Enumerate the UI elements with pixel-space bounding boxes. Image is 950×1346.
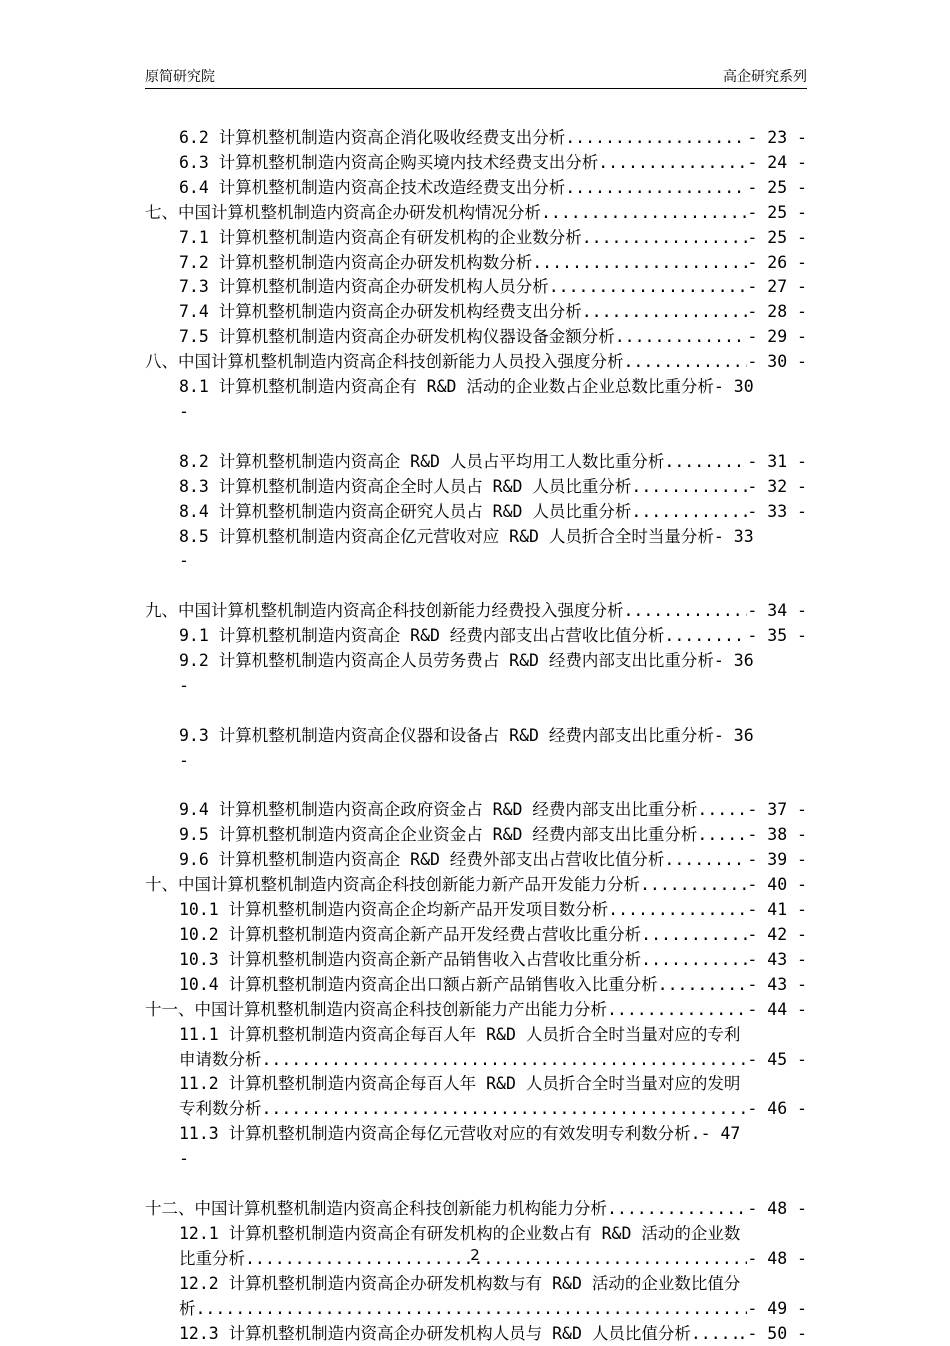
toc-entry[interactable] xyxy=(145,998,807,1023)
toc-entry-title: 11.1 计算机整机制造内资高企每百人年 R&D 人员折合全时当量对应的专利 xyxy=(179,1023,807,1048)
header-left: 原简研究院 xyxy=(145,66,215,86)
toc-leader-dots xyxy=(664,624,747,649)
toc-entry-page-wrap: - xyxy=(179,749,807,774)
toc-entry[interactable] xyxy=(145,176,807,201)
toc-entry-title: 9.3 计算机整机制造内资高企仪器和设备占 R&D 经费内部支出比重分析 xyxy=(179,724,714,749)
toc-entry-page: - 41 - xyxy=(747,898,807,923)
toc-entry-page: - 49 - xyxy=(747,1297,807,1322)
toc-entry[interactable] xyxy=(145,873,807,898)
toc-leader-dots xyxy=(624,599,748,624)
toc-entry[interactable] xyxy=(145,201,807,226)
toc-leader-dots xyxy=(607,1197,747,1222)
toc-entry-title: 7.1 计算机整机制造内资高企有研发机构的企业数分析 xyxy=(179,226,582,251)
toc-entry[interactable] xyxy=(145,649,807,724)
toc-entry-page: - 37 - xyxy=(747,798,807,823)
toc-leader-dots xyxy=(631,475,747,500)
toc-entry-title-continued: 比重分析 xyxy=(179,1247,245,1272)
toc-entry[interactable] xyxy=(145,226,807,251)
toc-leader-dots xyxy=(640,873,747,898)
toc-entry-title: 10.1 计算机整机制造内资高企企均新产品开发项目数分析 xyxy=(179,898,608,923)
toc-entry-title: 11.3 计算机整机制造内资高企每亿元营收对应的有效发明专利数分析. xyxy=(179,1122,701,1147)
toc-entry-page: - 48 - xyxy=(747,1197,807,1222)
toc-entry-title: 7.4 计算机整机制造内资高企办研发机构经费支出分析 xyxy=(179,300,582,325)
toc-leader-dots xyxy=(624,350,748,375)
toc-entry-page: - 43 - xyxy=(747,973,807,998)
toc-entry-page: .- 50 - xyxy=(737,1322,807,1346)
toc-leader-dots xyxy=(664,848,747,873)
toc-entry[interactable] xyxy=(145,350,807,375)
toc-entry-page: - 36 xyxy=(714,724,754,749)
toc-entry[interactable] xyxy=(145,126,807,151)
toc-entry-page: - 32 - xyxy=(747,475,807,500)
toc-entry-title: 9.6 计算机整机制造内资高企 R&D 经费外部支出占营收比值分析 xyxy=(179,848,664,873)
toc-entry-page: - 43 - xyxy=(747,948,807,973)
toc-entry[interactable] xyxy=(145,450,807,475)
toc-leader-dots xyxy=(262,1048,748,1073)
toc-entry-page: - 29 - xyxy=(747,325,807,350)
toc-entry-page-wrap: - xyxy=(179,549,807,574)
toc-leader-dots xyxy=(664,450,747,475)
toc-entry-page-wrap: - xyxy=(179,674,807,699)
toc-entry[interactable] xyxy=(145,300,807,325)
toc-entry[interactable] xyxy=(145,1122,807,1197)
toc-entry-title-continued: 专利数分析 xyxy=(179,1097,262,1122)
toc-entry[interactable] xyxy=(145,848,807,873)
toc-leader-dots xyxy=(641,948,747,973)
toc-entry-page: - 47 xyxy=(701,1122,741,1147)
toc-entry[interactable] xyxy=(145,275,807,300)
toc-entry-spacer xyxy=(179,425,807,450)
toc-entry[interactable] xyxy=(145,599,807,624)
toc-entry-page: - 36 xyxy=(714,649,754,674)
toc-entry-page: - 45 - xyxy=(747,1048,807,1073)
toc-entry-title: 10.3 计算机整机制造内资高企新产品销售收入占营收比重分析 xyxy=(179,948,641,973)
toc-entry-page: - 42 - xyxy=(747,923,807,948)
toc-entry-page: - 48 - xyxy=(747,1247,807,1272)
page-number: 2 xyxy=(0,1246,950,1264)
toc-entry-page: - 25 - xyxy=(747,226,807,251)
toc-entry-title: 八、中国计算机整机制造内资高企科技创新能力人员投入强度分析 xyxy=(145,350,624,375)
toc-entry[interactable] xyxy=(145,1197,807,1222)
toc-entry-page: - 35 - xyxy=(747,624,807,649)
toc-entry-page-wrap: - xyxy=(179,400,807,425)
toc-entry[interactable] xyxy=(145,798,807,823)
toc-entry-page: - 26 - xyxy=(747,251,807,276)
toc-leader-dots xyxy=(541,201,747,226)
toc-leader-dots xyxy=(697,798,747,823)
toc-leader-dots xyxy=(565,176,747,201)
toc-entry-title: 8.1 计算机整机制造内资高企有 R&D 活动的企业数占企业总数比重分析 xyxy=(179,375,714,400)
toc-entry-spacer xyxy=(179,574,807,599)
toc-leader-dots xyxy=(615,325,748,350)
toc-entry-title: 10.2 计算机整机制造内资高企新产品开发经费占营收比重分析 xyxy=(179,923,641,948)
toc-entry-page: - 33 - xyxy=(747,500,807,525)
toc-entry-title: 6.2 计算机整机制造内资高企消化吸收经费支出分析 xyxy=(179,126,565,151)
toc-entry-title: 8.5 计算机整机制造内资高企亿元营收对应 R&D 人员折合全时当量分析 xyxy=(179,525,714,550)
toc-leader-dots xyxy=(582,300,748,325)
toc-entry-title: 10.4 计算机整机制造内资高企出口额占新产品销售收入比重分析 xyxy=(179,973,658,998)
toc-entry-page: - 24 - xyxy=(747,151,807,176)
toc-entry-title: 7.5 计算机整机制造内资高企办研发机构仪器设备金额分析 xyxy=(179,325,615,350)
toc-entry[interactable] xyxy=(145,973,807,998)
toc-entry-page: - 27 - xyxy=(747,275,807,300)
toc-entry-title: 6.4 计算机整机制造内资高企技术改造经费支出分析 xyxy=(179,176,565,201)
toc-entry-page: - 39 - xyxy=(747,848,807,873)
toc-entry-title: 12.3 计算机整机制造内资高企办研发机构人员与 R&D 人员比值分析. xyxy=(179,1322,701,1346)
toc-entry-title: 12.1 计算机整机制造内资高企有研发机构的企业数占有 R&D 活动的企业数 xyxy=(179,1222,807,1247)
toc-entry-page: - 25 - xyxy=(747,201,807,226)
toc-entry-title: 九、中国计算机整机制造内资高企科技创新能力经费投入强度分析 xyxy=(145,599,624,624)
toc-entry[interactable] xyxy=(145,923,807,948)
page-header xyxy=(145,66,807,89)
toc-entry-page: - 23 - xyxy=(747,126,807,151)
toc-entry[interactable] xyxy=(145,1023,807,1073)
toc-entry-page: - 34 - xyxy=(747,599,807,624)
toc-entry[interactable] xyxy=(145,724,807,799)
toc-entry-title: 12.2 计算机整机制造内资高企办研发机构数与有 R&D 活动的企业数比值分 xyxy=(179,1272,807,1297)
toc-leader-dots xyxy=(658,973,748,998)
toc-entry-title: 9.5 计算机整机制造内资高企企业资金占 R&D 经费内部支出比重分析 xyxy=(179,823,697,848)
toc-entry-page: - 40 - xyxy=(747,873,807,898)
toc-leader-dots xyxy=(532,251,747,276)
toc-entry-title: 7.3 计算机整机制造内资高企办研发机构人员分析 xyxy=(179,275,549,300)
toc-entry-title-continued: 申请数分析 xyxy=(179,1048,262,1073)
toc-entry-title: 十、中国计算机整机制造内资高企科技创新能力新产品开发能力分析 xyxy=(145,873,640,898)
toc-leader-dots xyxy=(701,1322,738,1346)
toc-entry-page: - 31 - xyxy=(747,450,807,475)
toc-leader-dots xyxy=(598,151,747,176)
toc-entry-title: 8.4 计算机整机制造内资高企研究人员占 R&D 人员比重分析 xyxy=(179,500,631,525)
toc-entry-title: 9.1 计算机整机制造内资高企 R&D 经费内部支出占营收比值分析 xyxy=(179,624,664,649)
toc-entry-spacer xyxy=(179,774,807,799)
toc-entry-title: 9.4 计算机整机制造内资高企政府资金占 R&D 经费内部支出比重分析 xyxy=(179,798,697,823)
toc-entry-title: 十二、中国计算机整机制造内资高企科技创新能力机构能力分析 xyxy=(145,1197,607,1222)
toc-entry-page: - 25 - xyxy=(747,176,807,201)
toc-entry-spacer xyxy=(179,1172,807,1197)
toc-entry[interactable] xyxy=(145,624,807,649)
toc-entry[interactable] xyxy=(145,151,807,176)
toc-entry-title-continued: 析 xyxy=(179,1297,196,1322)
toc-leader-dots xyxy=(582,226,748,251)
toc-entry-title: 七、中国计算机整机制造内资高企办研发机构情况分析 xyxy=(145,201,541,226)
toc-entry-page-wrap: - xyxy=(179,1147,807,1172)
toc-entry-page: - 38 - xyxy=(747,823,807,848)
toc-entry[interactable] xyxy=(145,1072,807,1122)
toc-leader-dots xyxy=(608,898,747,923)
toc-entry[interactable] xyxy=(145,475,807,500)
toc-entry[interactable] xyxy=(145,948,807,973)
toc-entry[interactable] xyxy=(145,325,807,350)
toc-entry-title: 7.2 计算机整机制造内资高企办研发机构数分析 xyxy=(179,251,532,276)
toc-leader-dots xyxy=(262,1097,748,1122)
toc-entry-title: 9.2 计算机整机制造内资高企人员劳务费占 R&D 经费内部支出比重分析 xyxy=(179,649,714,674)
toc-entry[interactable] xyxy=(145,1322,807,1346)
toc-entry[interactable] xyxy=(145,823,807,848)
toc-entry-title: 8.3 计算机整机制造内资高企全时人员占 R&D 人员比重分析 xyxy=(179,475,631,500)
toc-leader-dots xyxy=(641,923,747,948)
toc-entry[interactable] xyxy=(145,375,807,450)
toc-entry[interactable] xyxy=(145,898,807,923)
toc-entry[interactable] xyxy=(145,251,807,276)
toc-leader-dots xyxy=(565,126,747,151)
toc-leader-dots xyxy=(196,1297,748,1322)
toc-entry-page: - 28 - xyxy=(747,300,807,325)
table-of-contents xyxy=(145,126,807,1346)
toc-leader-dots xyxy=(607,998,747,1023)
toc-entry-page: - 46 - xyxy=(747,1097,807,1122)
toc-entry-title: 8.2 计算机整机制造内资高企 R&D 人员占平均用工人数比重分析 xyxy=(179,450,664,475)
header-right: 高企研究系列 xyxy=(723,66,807,86)
toc-leader-dots xyxy=(697,823,747,848)
toc-entry-page: - 30 xyxy=(714,375,754,400)
toc-entry[interactable] xyxy=(145,1272,807,1322)
toc-entry-page: - 44 - xyxy=(747,998,807,1023)
toc-leader-dots xyxy=(549,275,748,300)
toc-entry-page: - 33 xyxy=(714,525,754,550)
toc-leader-dots xyxy=(631,500,747,525)
toc-entry-title: 6.3 计算机整机制造内资高企购买境内技术经费支出分析 xyxy=(179,151,598,176)
toc-entry-page: - 30 - xyxy=(747,350,807,375)
toc-entry-title: 11.2 计算机整机制造内资高企每百人年 R&D 人员折合全时当量对应的发明 xyxy=(179,1072,807,1097)
toc-entry[interactable] xyxy=(145,525,807,600)
toc-entry-title: 十一、中国计算机整机制造内资高企科技创新能力产出能力分析 xyxy=(145,998,607,1023)
toc-entry[interactable] xyxy=(145,500,807,525)
toc-entry-spacer xyxy=(179,699,807,724)
